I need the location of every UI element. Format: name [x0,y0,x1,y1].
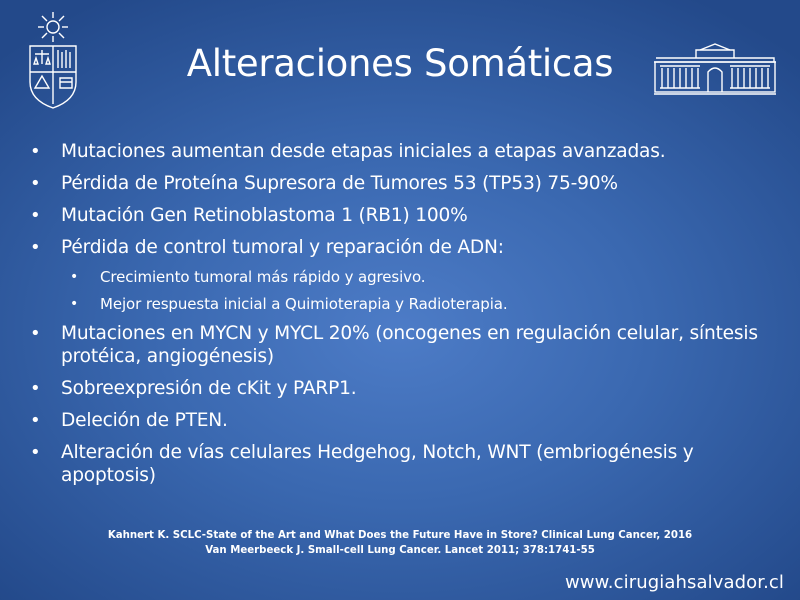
sub-bullet-item: • Mejor respuesta inicial a Quimioterapia y Radioterapia. [30,295,790,314]
sub-bullet-item: • Crecimiento tumoral más rápido y agresivo. [30,268,790,287]
bullet-item: • Deleción de PTEN. [30,409,790,432]
bullet-item: • Pérdida de Proteína Supresora de Tumores 53 (TP53) 75-90% [30,172,790,195]
references [100,528,700,558]
bullet-item: • Alteración de vías celulares Hedgehog, Notch, WNT (embriogénesis y apoptosis) [30,441,790,487]
website-url: www.cirugiahsalvador.cl [564,572,784,593]
bullet-item: • Mutación Gen Retinoblastoma 1 (RB1) 100% [30,204,790,227]
reference-line: Van Meerbeeck J. Small-cell Lung Cancer. Lancet 2011; 378:1741-55 [205,545,595,556]
slide-title: Alteraciones Somáticas [186,42,614,85]
coat-of-arms-icon [22,10,84,110]
bullet-item: • Mutaciones aumentan desde etapas iniciales a etapas avanzadas. [30,140,790,163]
bullet-item: • Pérdida de control tumoral y reparación de ADN: [30,236,790,259]
bullet-item: • Sobreexpresión de cKit y PARP1. [30,377,790,400]
bullet-list [30,140,790,496]
reference-line: Kahnert K. SCLC-State of the Art and What Does the Future Have in Store? Clinical Lung Cancer, 2016 [107,530,693,541]
bullet-item: • Mutaciones en MYCN y MYCL 20% (oncogenes en regulación celular, síntesis protéica, angiogénesis) [30,322,790,368]
